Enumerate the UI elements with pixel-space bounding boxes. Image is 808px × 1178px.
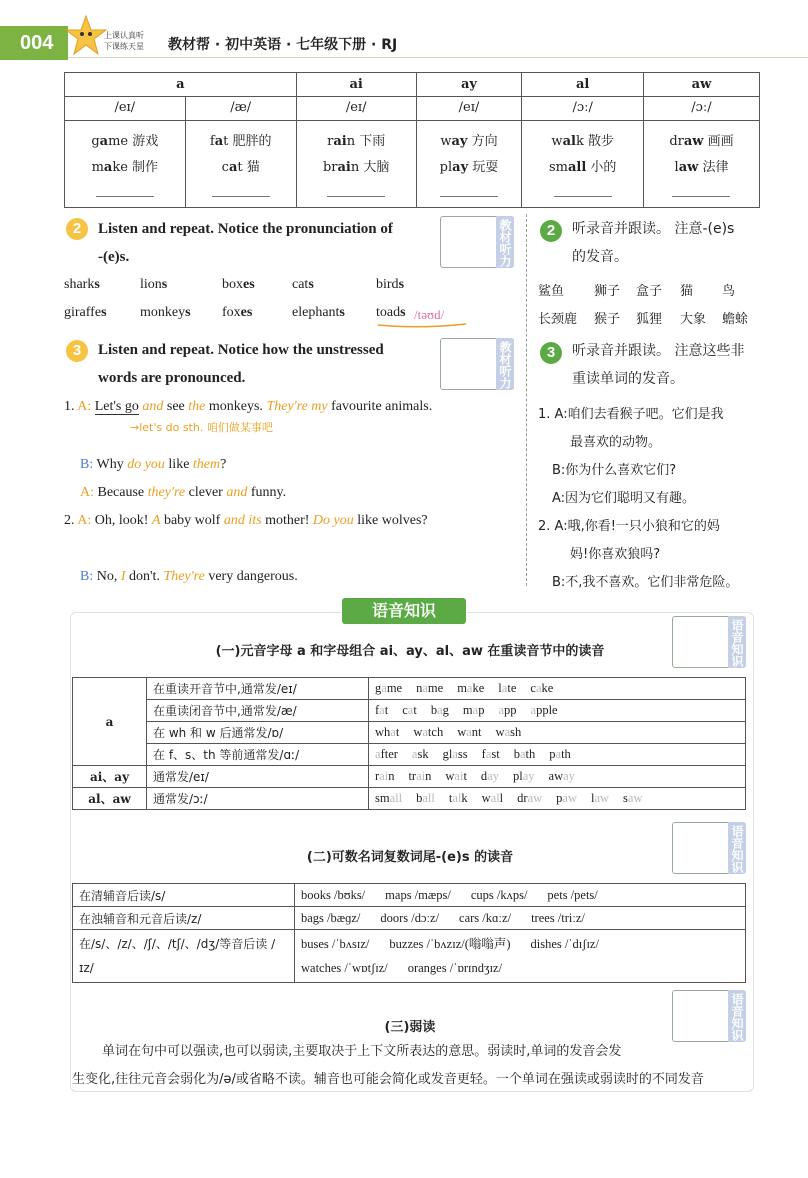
table-row xyxy=(73,722,746,744)
highlight-letters: aw xyxy=(678,160,699,175)
word: away xyxy=(548,769,575,783)
example-word xyxy=(186,155,296,181)
section-title: (一)元音字母 a 和字母组合 ai、ay、al、aw 在重读音节中的读音 xyxy=(215,644,605,659)
rule-cell: 在清辅音后读/s/ xyxy=(73,884,295,907)
highlight-letters: a xyxy=(103,160,113,175)
plural-ending: s xyxy=(308,277,314,292)
example-cell xyxy=(643,121,759,208)
table-row xyxy=(73,907,746,930)
plural-word: toads xyxy=(376,305,406,320)
cn-word: 蟾蜍 xyxy=(722,312,749,327)
words-cell xyxy=(369,700,746,722)
table-row xyxy=(73,744,746,766)
word: walk 散步 xyxy=(551,134,614,149)
highlight-letters: al xyxy=(490,791,500,805)
dialogue-line: 1. A: Let's go and see the monkeys. They're my favourite animals. xyxy=(64,399,433,414)
word-item: books /bʊks/ xyxy=(301,887,366,902)
plural-ending: s xyxy=(101,305,107,320)
highlight-letters: a xyxy=(99,134,109,149)
word: way 方向 xyxy=(440,134,498,149)
highlight-letters: a xyxy=(485,747,492,761)
highlight-letters: aw xyxy=(594,791,610,805)
word: law 法律 xyxy=(674,160,729,175)
highlight-letters: a xyxy=(375,747,381,761)
page-number: 004 xyxy=(0,26,68,60)
highlight-letters: a xyxy=(555,747,562,761)
toad-ipa: /təʊd/ xyxy=(414,307,445,322)
words-cell xyxy=(369,678,746,700)
word: train xyxy=(408,769,432,783)
word: ask xyxy=(411,747,429,761)
highlight-letters: a xyxy=(504,725,511,739)
highlight-letters: a xyxy=(411,747,418,761)
word: law xyxy=(590,791,610,805)
usage-note: →let's do sth. 咱们做某事吧 xyxy=(130,421,273,434)
highlight-letters: ay xyxy=(451,134,468,149)
page-header xyxy=(0,0,808,62)
example-word xyxy=(522,155,643,181)
rule-cell: 在浊辅音和元音后读/z/ xyxy=(73,907,295,930)
word-item: watches /ˈwɒtʃɪz/ xyxy=(301,961,388,975)
word: after xyxy=(375,747,398,761)
row-key: al、aw xyxy=(73,788,147,810)
highlight-letters: ay xyxy=(487,769,499,783)
plural-ending: s xyxy=(94,277,100,292)
highlight-letters: ai xyxy=(454,769,464,783)
highlight-letters: a xyxy=(437,703,443,717)
example-word xyxy=(297,129,416,155)
example-word xyxy=(644,155,759,181)
word-row xyxy=(64,305,520,325)
highlight-letters: a xyxy=(530,703,537,717)
word: play xyxy=(512,769,535,783)
word: make xyxy=(457,681,485,695)
example-row xyxy=(65,121,760,208)
rule-cell: 通常发/ɔː/ xyxy=(147,788,369,810)
blank-line xyxy=(644,181,759,207)
row-key: ai、ay xyxy=(73,766,147,788)
highlight-letters: a xyxy=(452,747,458,761)
words-cell xyxy=(369,766,746,788)
word: paw xyxy=(556,791,577,805)
table-row xyxy=(73,700,746,722)
word: fat xyxy=(375,703,389,717)
dialogue-line: A: Because they're clever and funny. xyxy=(80,485,287,500)
exercise-number-cn: 2 xyxy=(540,220,562,242)
word: fast xyxy=(481,747,500,761)
rule-cell: 在/s/、/z/、/ʃ/、/tʃ/、/dʒ/等音后读 /ɪz/ xyxy=(73,930,295,983)
word: fat 肥胖的 xyxy=(209,134,272,149)
word: rain 下雨 xyxy=(327,134,386,149)
section-title: (二)可数名词复数词尾-(e)s 的读音 xyxy=(306,850,514,865)
col-header: a xyxy=(65,73,297,97)
word-item: dishes /ˈdɪʃɪz/ xyxy=(530,937,599,951)
plural-word: elephants xyxy=(292,305,345,320)
highlight-letters: ai xyxy=(379,769,389,783)
word-item: buzzes /ˈbʌzɪz/(嗡嗡声) xyxy=(389,937,511,951)
words-cell xyxy=(369,722,746,744)
word: play 玩耍 xyxy=(439,160,499,175)
plural-ending: s xyxy=(398,277,405,292)
word: game xyxy=(375,681,403,695)
words-cell xyxy=(295,884,746,907)
exercise-title-cn: 听录音并跟读。 注意这些非 重读单词的发音。 xyxy=(572,343,745,387)
word: apple xyxy=(530,703,558,717)
table-row xyxy=(73,788,746,810)
plural-word: giraffes xyxy=(64,305,107,320)
plural-word: boxes xyxy=(222,277,255,292)
rule-cell: 在 f、s、th 等前通常发/ɑː/ xyxy=(147,744,369,766)
word: rain xyxy=(375,769,395,783)
word: draw xyxy=(517,791,543,805)
word: name xyxy=(416,681,444,695)
cn-word: 狐狸 xyxy=(636,312,663,327)
word: ball xyxy=(416,791,435,805)
highlight-letters: a xyxy=(422,725,428,739)
highlight-letters: ai xyxy=(337,160,351,175)
word: late xyxy=(498,681,517,695)
exercise-title-cn: 听录音并跟读。 注意-(e)s 的发音。 xyxy=(572,221,735,265)
plural-table xyxy=(72,883,746,983)
blank-line xyxy=(417,181,522,207)
ipa-cell: /eɪ/ xyxy=(296,97,416,121)
exercise-title: Listen and repeat. Notice the pronunciation of -(e)s. xyxy=(98,221,393,265)
cn-word: 猫 xyxy=(680,284,694,299)
word: map xyxy=(462,703,485,717)
plural-word: birds xyxy=(376,277,405,292)
example-word xyxy=(522,129,643,155)
blank-line xyxy=(65,181,185,207)
ipa-cell: /ɔː/ xyxy=(522,97,644,121)
dialogue-line: B: No, I don't. They're very dangerous. xyxy=(80,569,298,584)
cn-word: 大象 xyxy=(680,312,707,327)
plural-word: foxes xyxy=(222,305,253,320)
word: bath xyxy=(513,747,536,761)
words-cell xyxy=(295,907,746,930)
plural-word: cats xyxy=(292,277,314,292)
blank-line xyxy=(186,181,296,207)
word-item: doors /dɔːz/ xyxy=(380,910,440,925)
word: brain 大脑 xyxy=(322,160,390,175)
knowledge-title: 语音知识 xyxy=(342,598,466,624)
paragraph: 单词在句中可以强读,也可以弱读,主要取决于上下文所表达的意思。弱读时,单词的发音会发 生变化,往往元音会弱化为/ə/或省略不读。辅音也可能会简化或发音更轻。一个单词在强读或弱读时的不同发音 xyxy=(72,1044,704,1087)
highlight-letters: aw xyxy=(527,791,543,805)
highlight-letters: al xyxy=(562,134,576,149)
rule-cell: 通常发/eɪ/ xyxy=(147,766,369,788)
example-word xyxy=(65,129,185,155)
highlight-letters: a xyxy=(228,160,238,175)
word: wait xyxy=(445,769,467,783)
rule-cell: 在重读开音节中,通常发/eɪ/ xyxy=(147,678,369,700)
plural-ending: s xyxy=(161,277,168,292)
word: watch xyxy=(413,725,444,739)
exercise-number: 3 xyxy=(66,340,88,362)
word: app xyxy=(498,703,517,717)
example-word xyxy=(644,129,759,155)
word-item: trees /triːz/ xyxy=(531,910,585,925)
plural-ending: es xyxy=(240,305,253,320)
plural-ending: s xyxy=(339,305,345,320)
words-cell xyxy=(369,744,746,766)
highlight-letters: a xyxy=(214,134,224,149)
ipa-cell: /eɪ/ xyxy=(416,97,522,121)
word: what xyxy=(375,725,400,739)
highlight-letters: al xyxy=(452,791,462,805)
word: cat 猫 xyxy=(221,160,260,175)
plural-word: monkeys xyxy=(140,305,191,320)
example-word xyxy=(186,129,296,155)
highlight-letters: aw xyxy=(562,791,577,805)
example-cell xyxy=(522,121,644,208)
highlight-letters: a xyxy=(422,681,428,695)
word-item: pets /pets/ xyxy=(547,887,598,902)
rule-cell: 在 wh 和 w 后通常发/ɒ/ xyxy=(147,722,369,744)
underline-icon xyxy=(378,323,468,331)
table-row xyxy=(73,766,746,788)
rule-cell: 在重读闭音节中,通常发/æ/ xyxy=(147,700,369,722)
word: bag xyxy=(430,703,449,717)
plural-word: lions xyxy=(140,277,168,292)
cn-word: 狮子 xyxy=(594,284,621,299)
col-header: ai xyxy=(296,73,416,97)
ipa-cell: /eɪ/ xyxy=(65,97,186,121)
highlight-letters: a xyxy=(381,681,387,695)
exercise-number-cn: 3 xyxy=(540,342,562,364)
knowledge-label: 语音知识 xyxy=(728,990,746,1042)
column-divider xyxy=(526,214,527,586)
cn-word: 鲨鱼 xyxy=(538,284,565,299)
highlight-letters: a xyxy=(379,703,385,717)
example-cell xyxy=(416,121,522,208)
highlight-letters: ai xyxy=(333,134,347,149)
highlight-letters: all xyxy=(389,791,403,805)
example-cell xyxy=(65,121,186,208)
word: path xyxy=(549,747,571,761)
highlight-letters: a xyxy=(535,681,542,695)
highlight-letters: ay xyxy=(522,769,535,783)
highlight-letters: a xyxy=(390,725,396,739)
word: small xyxy=(375,791,403,805)
word-item: buses /ˈbʌsɪz/ xyxy=(301,937,370,951)
word-item: maps /mæps/ xyxy=(385,887,451,902)
col-header: ay xyxy=(416,73,522,97)
ipa-row xyxy=(65,97,760,121)
word-item: oranges /ˈɒrɪndʒɪz/ xyxy=(407,961,503,975)
cn-word: 盒子 xyxy=(636,284,663,299)
dialogue-line: 2. A: Oh, look! A baby wolf and its mother! Do you like wolves? xyxy=(64,513,428,528)
highlight-letters: aw xyxy=(627,791,643,805)
cn-word: 鸟 xyxy=(722,284,736,299)
word: want xyxy=(457,725,482,739)
listening-label: 教材听力 xyxy=(496,338,514,390)
highlight-letters: ay xyxy=(452,160,469,175)
word: make 制作 xyxy=(91,160,159,175)
highlight-letters: a xyxy=(466,681,473,695)
word: talk xyxy=(448,791,468,805)
col-header: al xyxy=(522,73,644,97)
table-row xyxy=(73,884,746,907)
highlight-letters: all xyxy=(422,791,435,805)
section-title: (三)弱读 xyxy=(384,1020,436,1035)
vowel-table xyxy=(72,677,746,810)
highlight-letters: ay xyxy=(563,769,575,783)
star-mascot-icon xyxy=(64,14,108,58)
plural-ending: es xyxy=(243,277,255,292)
table-row xyxy=(73,930,746,983)
highlight-letters: aw xyxy=(683,134,704,149)
dialogue-line: B: Why do you like them? xyxy=(80,457,227,472)
cn-dialogue: 1. A:咱们去看猴子吧。它们是我 最喜欢的动物。 B:你为什么喜欢它们? A:因为它们聪明又有趣。 2. A:哦,你看!一只小狼和它的妈 妈!你喜欢狼吗? B:不,我不喜欢。它们非常危险。 xyxy=(538,407,739,590)
word: cake xyxy=(530,681,554,695)
knowledge-label: 语音知识 xyxy=(728,822,746,874)
cn-word: 长颈鹿 xyxy=(538,312,578,327)
word: wash xyxy=(495,725,522,739)
example-cell xyxy=(185,121,296,208)
blank-line xyxy=(297,181,416,207)
word: day xyxy=(480,769,499,783)
plural-word: sharks xyxy=(64,277,100,292)
example-cell xyxy=(296,121,416,208)
highlight-letters: a xyxy=(466,725,472,739)
word: glass xyxy=(442,747,468,761)
word-item: cups /kʌps/ xyxy=(470,887,528,902)
highlight-letters: a xyxy=(519,747,526,761)
word-item: cars /kɑːz/ xyxy=(459,910,512,925)
word: cat xyxy=(402,703,417,717)
word-row xyxy=(64,277,520,297)
highlight-letters: a xyxy=(501,681,508,695)
word: game 游戏 xyxy=(91,134,159,149)
word: small 小的 xyxy=(548,160,617,175)
example-word xyxy=(417,155,522,181)
col-header: aw xyxy=(643,73,759,97)
exercise-number: 2 xyxy=(66,218,88,240)
row-key: a xyxy=(73,678,147,766)
exercise-title: Listen and repeat. Notice how the unstressed words are pronounced. xyxy=(98,342,384,386)
example-word xyxy=(65,155,185,181)
table-row xyxy=(73,678,746,700)
highlight-letters: a xyxy=(498,703,504,717)
highlight-letters: ai xyxy=(416,769,426,783)
slogan: 上课认真听 下课练天星 xyxy=(104,31,144,51)
highlight-letters: a xyxy=(407,703,414,717)
cn-word: 猴子 xyxy=(594,312,621,327)
ipa-cell: /ɔː/ xyxy=(643,97,759,121)
example-word xyxy=(417,129,522,155)
knowledge-label: 语音知识 xyxy=(728,616,746,668)
blank-line xyxy=(522,181,643,207)
ipa-cell: /æ/ xyxy=(185,97,296,121)
word-item: bags /bæɡz/ xyxy=(301,910,361,925)
word: wall xyxy=(481,791,504,805)
highlight-letters: all xyxy=(567,160,587,175)
plural-ending: s xyxy=(400,305,406,320)
words-cell xyxy=(295,930,746,983)
words-cell xyxy=(369,788,746,810)
listening-label: 教材听力 xyxy=(496,216,514,268)
word: draw 画画 xyxy=(669,134,734,149)
example-word xyxy=(297,155,416,181)
word: saw xyxy=(623,791,643,805)
phonics-table xyxy=(64,72,760,208)
plural-ending: s xyxy=(185,305,191,320)
book-title: 教材帮 · 初中英语 · 七年级下册 · RJ xyxy=(168,37,398,53)
highlight-letters: a xyxy=(472,703,479,717)
